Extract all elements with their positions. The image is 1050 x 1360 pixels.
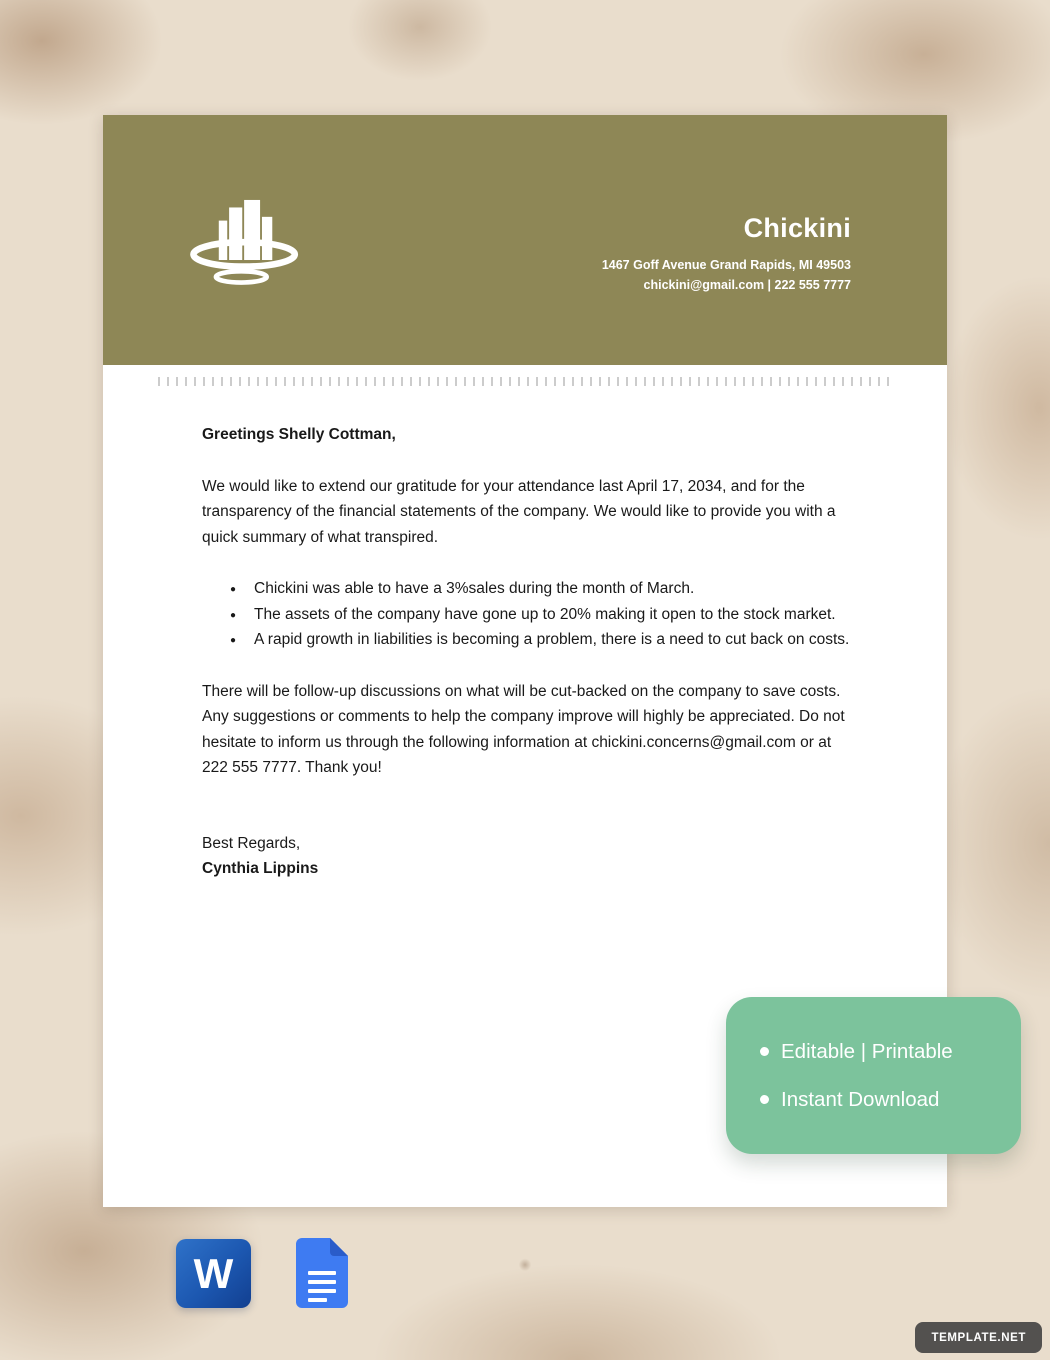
promo-item-label: Editable | Printable <box>781 1039 953 1063</box>
list-item-text: Chickini was able to have a 3%sales during the month of March. <box>254 580 695 597</box>
closing-line: Best Regards, <box>202 834 301 852</box>
list-item <box>230 602 851 628</box>
watermark-label: TEMPLATE.NET <box>931 1331 1026 1344</box>
list-item-text: The assets of the company have gone up to 20% making it open to the stock market. <box>254 605 836 623</box>
promo-item-instant-download <box>760 1088 1021 1112</box>
word-letter: W <box>193 1249 234 1297</box>
company-address: 1467 Goff Avenue Grand Rapids, MI 49503 <box>601 258 851 272</box>
letter-body <box>103 386 947 882</box>
signature-block <box>202 831 851 882</box>
bullet-icon <box>760 1095 769 1104</box>
company-name: Chickini <box>743 213 851 243</box>
bullet-icon: ● <box>230 584 237 595</box>
bullet-icon: ● <box>230 635 237 646</box>
ms-word-icon[interactable] <box>176 1239 251 1308</box>
list-item <box>230 576 851 602</box>
promo-item-label: Instant Download <box>781 1087 940 1111</box>
list-item-text: A rapid growth in liabilities is becoming a problem, there is a need to cut back on costs. <box>254 631 850 648</box>
greeting-line: Greetings Shelly Cottman, <box>202 426 396 443</box>
company-contact: chickini@gmail.com | 222 555 7777 <box>643 278 851 292</box>
bullet-icon: ● <box>230 609 237 621</box>
signature-name: Cynthia Lippins <box>202 860 319 877</box>
google-docs-icon[interactable] <box>296 1238 348 1308</box>
summary-bullet-list <box>230 576 851 653</box>
letterhead-header <box>103 115 947 365</box>
promo-badge <box>726 997 1021 1154</box>
closing-paragraph: There will be follow-up discussions on what will be cut-backed on the company to save costs. Any suggestions or comments to help the company improve will highly be appreciated. Do not hesitate to inform us through the following information at chickini.concerns@gmail.com or at 222 555 7777. Thank you! <box>202 682 845 776</box>
company-buildings-logo-icon <box>185 189 307 301</box>
intro-paragraph: We would like to extend our gratitude for your attendance last April 17, 2034, and for the transparency of the financial statements of the company. We would like to provide you with a quick summary of what transpired. <box>202 477 836 546</box>
template-net-watermark <box>915 1322 1042 1353</box>
promo-item-editable-printable <box>760 1040 1021 1064</box>
list-item <box>230 627 851 653</box>
bullet-icon <box>760 1047 769 1056</box>
perforation-divider <box>158 377 892 386</box>
letterhead-text-block <box>602 213 851 292</box>
